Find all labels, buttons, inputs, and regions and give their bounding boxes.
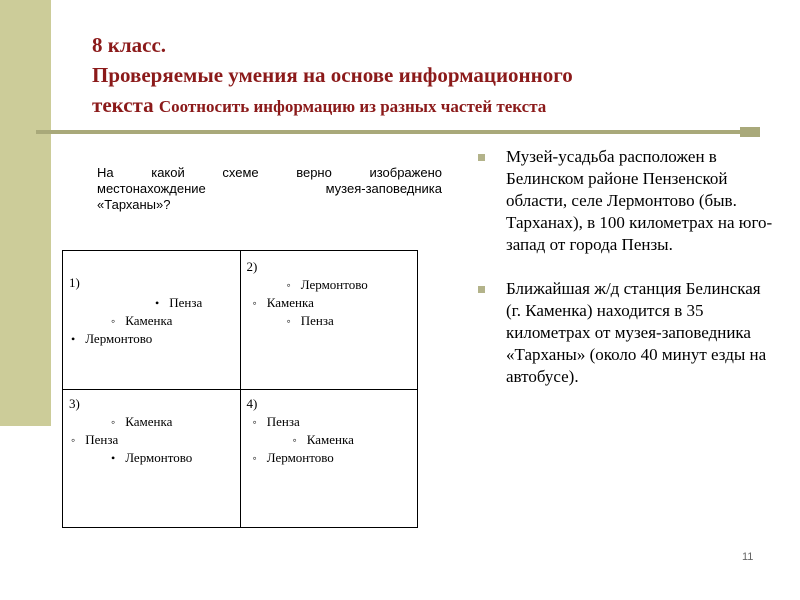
title-divider [36,130,760,134]
scheme-item: ◦ Пенза [253,414,300,430]
scheme-cell-2 [240,251,418,390]
scheme-number: 2) [246,259,258,274]
title-line-2: Проверяемые умения на основе информационного [92,63,573,87]
scheme-number: 3) [69,395,80,411]
title-line-1: 8 класс. [92,33,167,57]
decorative-side-bar [0,0,51,426]
info-paragraph-2-text: Ближайшая ж/д станция Белинская (г. Каменка) находится в 35 километрах от музея-заповедника «Тарханы» (около 40 минут езды на автобусе). [506,279,767,386]
scheme-item: ◦ Каменка [293,432,354,448]
scheme-item: ◦ Каменка [111,414,172,430]
info-paragraph-2 [478,278,778,388]
scheme-item: ◦ Каменка [253,295,314,311]
info-paragraph-1 [478,146,778,256]
scheme-item: • Лермонтово [111,450,192,466]
square-bullet-icon [478,154,485,161]
scheme-number: 4) [246,395,258,411]
scheme-number: 1) [69,275,80,290]
scheme-cell-1 [63,251,241,390]
info-paragraph-1-text: Музей-усадьба расположен в Белинском районе Пензенской области, селе Лермонтово (быв. Тарханах), в 100 километрах на юго-запад от города Пензы. [506,147,773,254]
title-subtitle: Соотносить информацию из разных частей текста [158,97,547,116]
question-line-3: «Тарханы»? [97,197,171,212]
title-divider-end [740,127,760,137]
scheme-item: • Лермонтово [71,331,152,347]
question-line-2: местонахождение музея-заповедника [97,181,442,196]
title-line-3-main: текста [92,93,154,117]
scheme-item: ◦ Пенза [71,432,118,448]
scheme-item: • Пенза [155,295,202,311]
scheme-cell-4 [240,389,418,528]
schemes-table [62,250,418,528]
title-line-3 [92,90,782,122]
page-number: 11 [742,551,754,563]
scheme-item: ◦ Каменка [111,313,172,329]
slide-title [92,30,782,122]
question-line-1: На какой схеме верно изображено [97,165,442,180]
question-text [97,165,442,213]
info-text-block [478,146,778,388]
scheme-item: ◦ Лермонтово [253,450,334,466]
scheme-item: ◦ Лермонтово [287,277,368,293]
scheme-cell-3 [63,389,241,528]
square-bullet-icon [478,286,485,293]
scheme-item: ◦ Пенза [287,313,334,329]
